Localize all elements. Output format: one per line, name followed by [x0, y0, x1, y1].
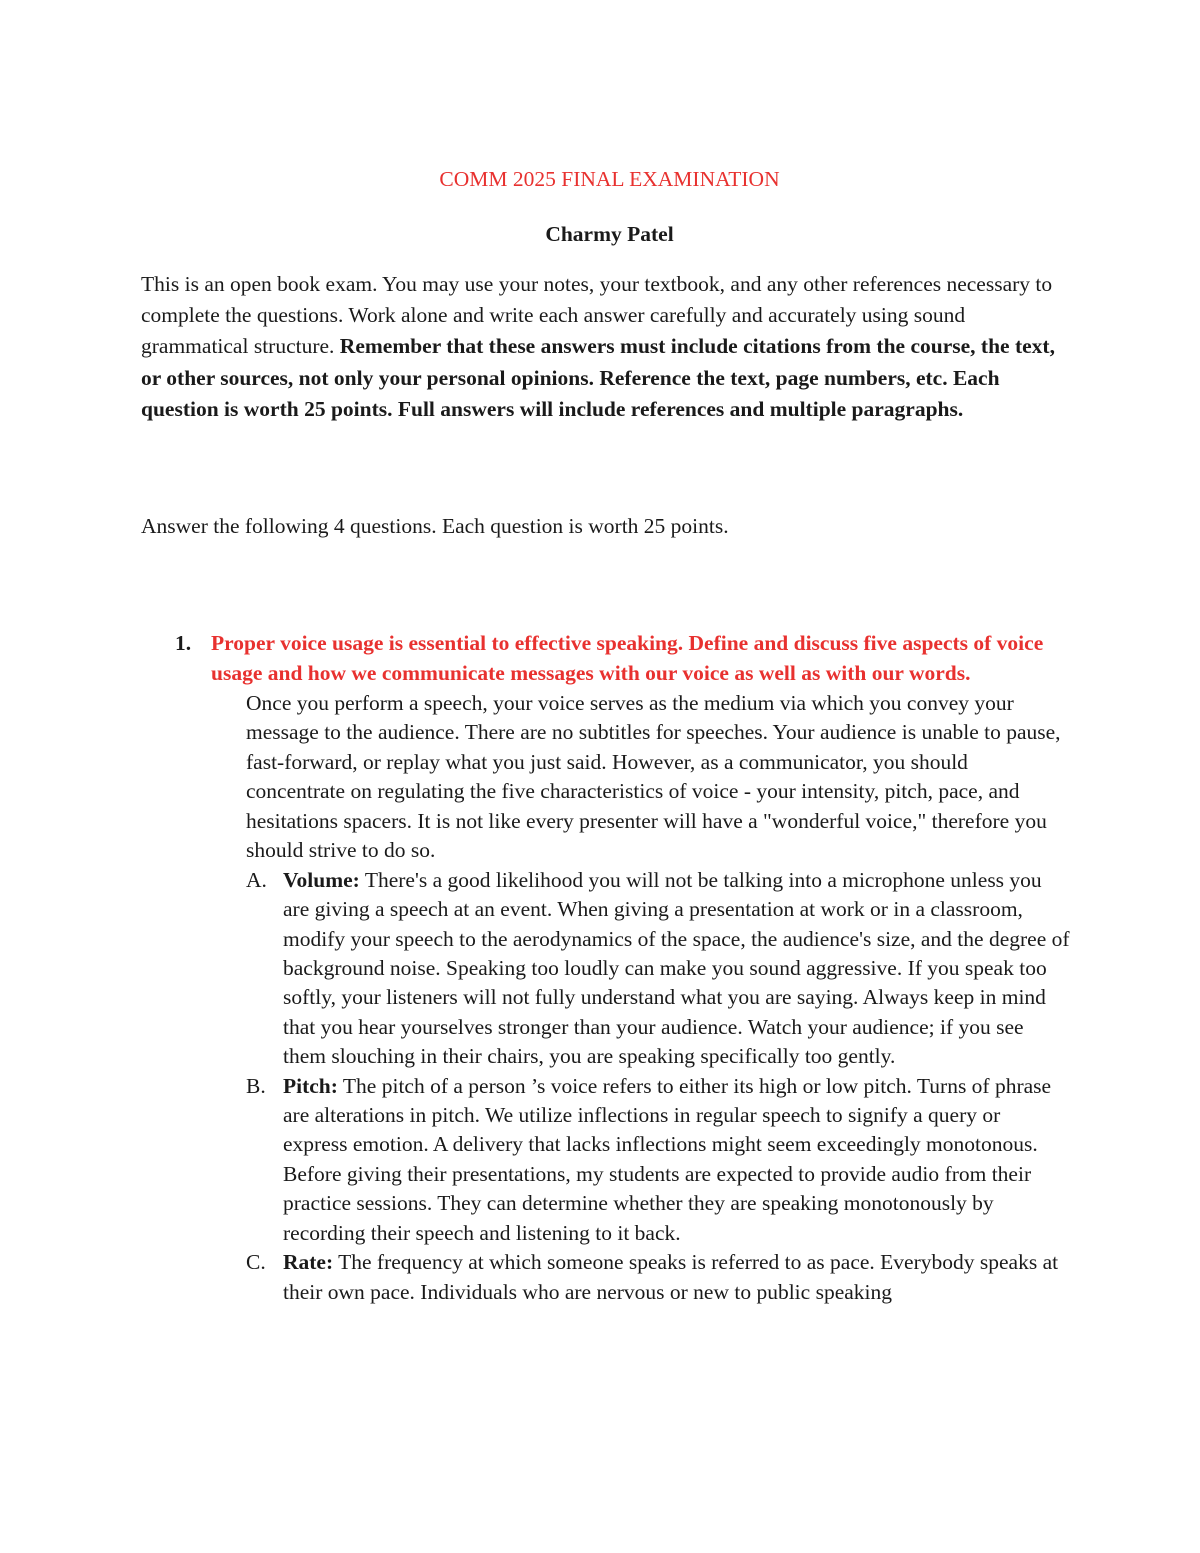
question-item — [141, 628, 1070, 1307]
aspect-letter: A. — [246, 867, 267, 892]
answer-intro-paragraph: Once you perform a speech, your voice serves as the medium via which you convey your message to the audience. There are no subtitles for speeches. Your audience is unable to pause, fast-forward, or replay what you just said. However, as a communicator, you should concentrate on regulating the five characteristics of voice - your intensity, pitch, pace, and hesitations spacers. It is not like every presenter will have a "wonderful voice," therefore you should strive to do so. — [246, 690, 1061, 863]
instructions-plain-text: This is an open book exam. You may use your notes, your textbook, and any other references necessary to complete the questions. Work alone and write each answer carefully and accurately using sound grammatical structure. — [141, 272, 1053, 359]
aspect-term: Pitch: — [283, 1073, 338, 1098]
aspect-letter: B. — [246, 1073, 266, 1098]
answer-block — [211, 689, 1070, 1307]
voice-aspects-list — [246, 866, 1070, 1307]
aspect-description: The frequency at which someone speaks is referred to as pace. Everybody speaks at their own pace. Individuals who are nervous or new to public speaking — [283, 1250, 1059, 1304]
aspect-term: Volume: — [283, 867, 360, 892]
author-name: Charmy Patel — [545, 222, 674, 246]
answer-instruction: Answer the following 4 questions. Each question is worth 25 points. — [141, 514, 729, 539]
document-title: COMM 2025 FINAL EXAMINATION — [439, 167, 780, 191]
aspect-letter: C. — [246, 1250, 266, 1275]
instructions-bold-text: Remember that these answers must include citations from the course, the text, or other sources, not only your personal opinions. Reference the text, page numbers, etc. Each question is worth 25 points. Full answers will include references and multiple paragraphs. — [141, 334, 1055, 421]
aspect-item-volume — [246, 866, 1070, 1072]
exam-instructions-paragraph — [141, 269, 1070, 425]
aspect-item-pitch — [246, 1072, 1070, 1248]
aspect-description: There's a good likelihood you will not be talking into a microphone unless you are giving a speech at an event. When giving a presentation at work or in a classroom, modify your speech to the aerodynamics of the space, the audience's size, and the degree of background noise. Speaking too loudly can make you sound aggressive. If you speak too softly, your listeners will not fully understand what you are saying. Always keep in mind that you hear yourselves stronger than your audience. Watch your audience; if you see them slouching in their chairs, you are speaking specifically too gently. — [283, 867, 1070, 1069]
aspect-description: The pitch of a person ’s voice refers to either its high or low pitch. Turns of phrase are alterations in pitch. We utilize inflections in regular speech to signify a query or express emotion. A delivery that lacks inflections might seem exceedingly monotonous. Before giving their presentations, my students are expected to provide audio from their practice sessions. They can determine whether they are speaking monotonously by recording their speech and listening to it back. — [283, 1073, 1052, 1245]
aspect-item-rate — [246, 1248, 1070, 1307]
aspect-term: Rate: — [283, 1250, 334, 1275]
question-number: 1. — [175, 630, 192, 655]
question-prompt: Proper voice usage is essential to effective speaking. Define and discuss five aspects of voice usage and how we communicate messages with our voice as well as with our words. — [211, 630, 1044, 686]
